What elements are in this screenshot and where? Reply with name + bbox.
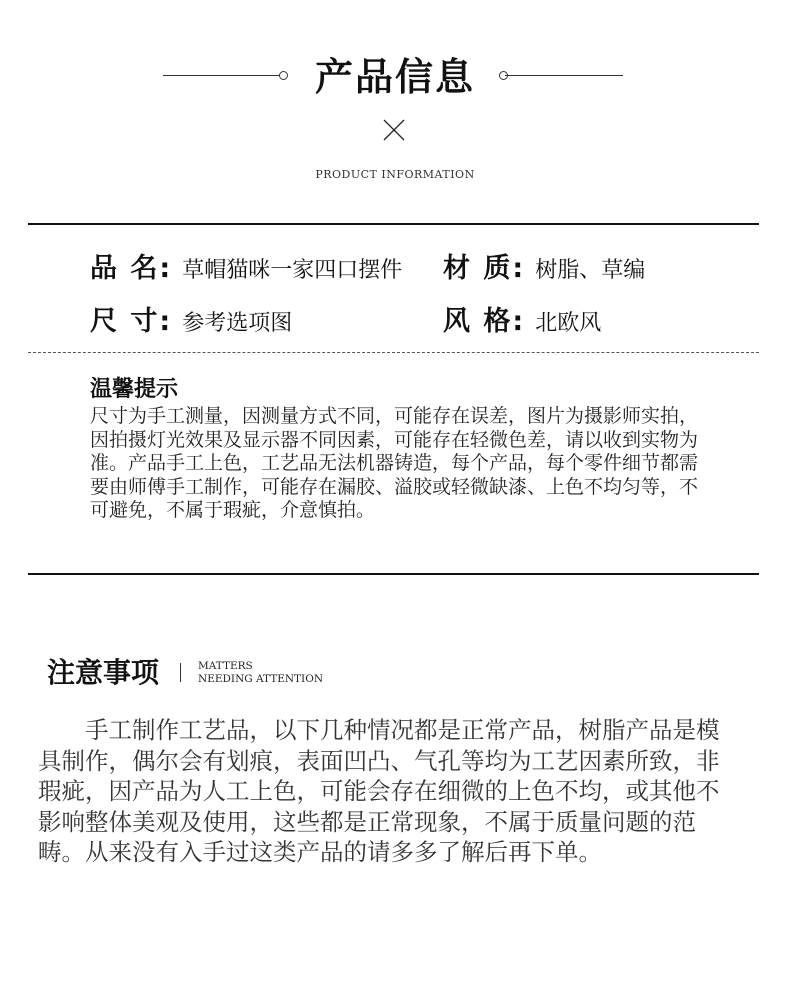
- spec-style-value: 北欧风: [535, 311, 602, 336]
- spec-name-row: [90, 246, 402, 285]
- page-subtitle: PRODUCT INFORMATION: [315, 168, 475, 181]
- spec-material-label: 材 质:: [443, 253, 526, 284]
- spec-style-row: [443, 299, 601, 338]
- section-header: [0, 52, 790, 102]
- spec-size-row: [90, 299, 292, 338]
- spec-material-value: 树脂、草编: [535, 258, 646, 283]
- page-title: 产品信息: [314, 55, 475, 99]
- notes-body: 手工制作工艺品，以下几种情况都是正常产品，树脂产品是模具制作，偶尔会有划痕，表面凹凸、气孔等均为工艺因素所致，非瑕疵，因产品为人工上色，可能会存在细微的上色不均，或其他不影响整体美观及使用，这些都是正常现象，不属于质量问题的范畴。从来没有入手过这类产品的请多多了解后再下单。: [38, 716, 720, 866]
- spec-size-label: 尺 寸:: [90, 306, 173, 337]
- notes-separator: [180, 663, 181, 682]
- divider-bottom: [28, 573, 759, 575]
- divider-dashed: [28, 352, 759, 353]
- notes-en-line2: NEEDING ATTENTION: [198, 673, 324, 685]
- spec-name-value: 草帽猫咪一家四口摆件: [182, 258, 403, 283]
- spec-name-label: 品 名:: [90, 253, 173, 284]
- notes-title: 注意事项: [47, 656, 160, 689]
- title-line-left: [163, 75, 281, 76]
- title-dot-left: [279, 71, 288, 80]
- tips-body: 尺寸为手工测量，因测量方式不同，可能存在误差，图片为摄影师实拍，因拍摄灯光效果及显示器不同因素，可能存在轻微色差，请以收到实物为准。产品手工上色，工艺品无法机器铸造，每个产品，每个零件细节都需要由师傅手工制作，可能存在漏胶、溢胶或轻微缺漆、上色不均匀等，不可避免，不属于瑕疵，介意慎拍。: [90, 405, 699, 522]
- notes-english-title: [198, 660, 323, 686]
- spec-material-row: [443, 246, 645, 285]
- spec-size-value: 参考选项图: [182, 311, 293, 336]
- notes-en-line1: MATTERS: [198, 660, 253, 672]
- tips-title: 温馨提示: [90, 377, 179, 402]
- spec-style-label: 风 格:: [443, 306, 526, 337]
- title-line-right: [505, 75, 623, 76]
- cross-icon: [383, 119, 405, 141]
- divider-top: [28, 223, 759, 225]
